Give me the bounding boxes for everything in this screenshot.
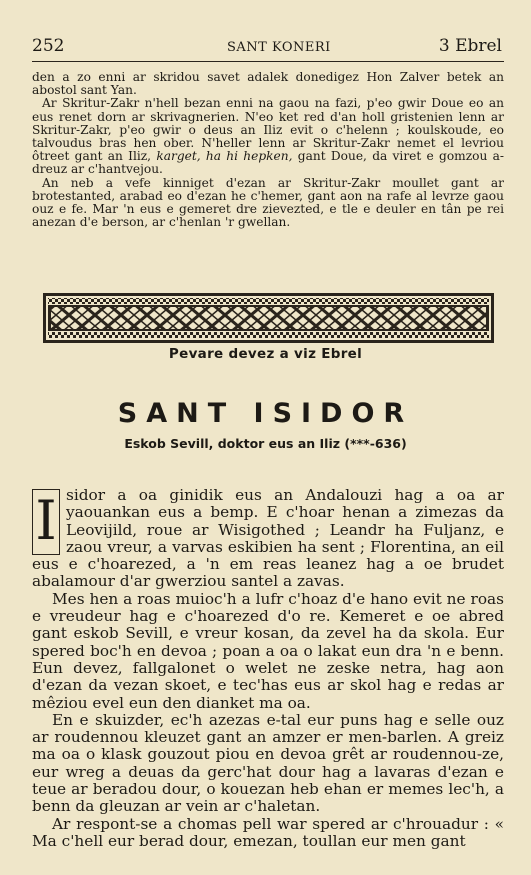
page-number: 252	[32, 36, 65, 56]
saint-subtitle: Eskob Sevill, doktor eus an Iliz (***-636)	[124, 436, 407, 451]
running-header	[32, 36, 502, 60]
prev-paragraph-2-text-b: gant Doue, da viret e gomzou a-dreuz ar c'hantvejou.	[32, 149, 505, 177]
prev-paragraph-2-emphasis: karget, ha hi hepken,	[156, 149, 293, 164]
drop-cap	[32, 489, 60, 555]
body-paragraph-4: Ar respont-se a chomas pell war spered ar c'hrouadur : « Ma c'hell eur berad dour, emezan, toullan eur men gant	[32, 814, 504, 850]
saint-title: SANT ISIDOR	[117, 398, 414, 429]
body-paragraph-2: Mes hen a roas muioc'h a lufr c'hoaz d'e hano evit ne roas e vreudeur hag e c'hoarezed d'o re. Kemeret e oe abred gant eskob Sevill, e vreur kosan, da zevel ha da skola. Eur spered boc'h en devoa ; poan a oa o lakat eun dra 'n e benn. Eun devez, fallgalonet o welet ne zeske netra, hag aon d'ezan da vezan skoet, e tec'has eus ar skol hag e redas ar mêziou evel eun den dianket ma oa.	[32, 589, 504, 712]
prev-paragraph-1: den a zo enni ar skridou savet adalek donedigez Hon Zalver betek an abostol sant Yan.	[32, 70, 504, 98]
body-paragraph-3: En e skuizder, ec'h azezas e-tal eur puns hag e selle ouz ar roudennou kleuzet gant an amzer er men-barlen. A greiz ma oa o klask gouzout piou en devoa grêt ar roudennou-ze, eur wreg a deuas da gerc'hat dour hag a lavaras d'ezan e teue ar beradou dour, o kouezan heb ehan er memes lec'h, a benn da gleuzan ar vein ar c'haletan.	[32, 710, 504, 816]
body-paragraph-1: sidor a oa ginidik eus an Andalouzi hag a oa ar yaouankan eus a bemp. E c'hoar henan a zimezas da Leovijild, roue ar Wisigothed ; Leandr ha Fuljanz, e zaou vreur, a varvas eskibien ha sent ; Florentina, an eil eus e c'hoarezed, a 'n em reas leanez hag a oe brudet abalamour d'ar gwerziou santel a zavas.	[32, 486, 504, 591]
prev-paragraph-2-text-a: Ar Skritur-Zakr n'hell bezan enni na gaou na fazi, p'eo gwir Doue eo an eus renet dorn ar skrivagnerien. N'eo ket red d'an holl gristenien lenn ar Skritur-Zakr, p'eo gwir o deus an Iliz evit o c'helenn ; koulskoude, eo talvoudus bras hen ober. N'heller lenn ar Skritur-Zakr nemet el levriou ôtreet gant an Iliz,	[32, 96, 504, 164]
header-date: 3 Ebrel	[438, 36, 502, 56]
prev-paragraph-2	[32, 97, 504, 176]
drop-cap-letter: I	[35, 489, 57, 552]
previous-section-text	[32, 71, 504, 229]
feast-date: Pevare devez a viz Ebrel	[168, 346, 363, 362]
main-text	[32, 487, 504, 850]
prev-paragraph-3: An neb a vefe kinniget d'ezan ar Skritur-Zakr moullet gant ar brotestanted, arabad eo d'ezan he c'hemer, gant aon na rafe al levrze gaou ouz e fe. Mar 'n eus e gemeret dre zievezted, e tle e deuler en tân pe rei anezan d'e berson, ar c'henlan 'r gwellan.	[32, 175, 504, 230]
ornamental-band	[43, 293, 494, 343]
header-rule	[32, 61, 504, 62]
running-title: SANT KONERI	[227, 40, 331, 55]
